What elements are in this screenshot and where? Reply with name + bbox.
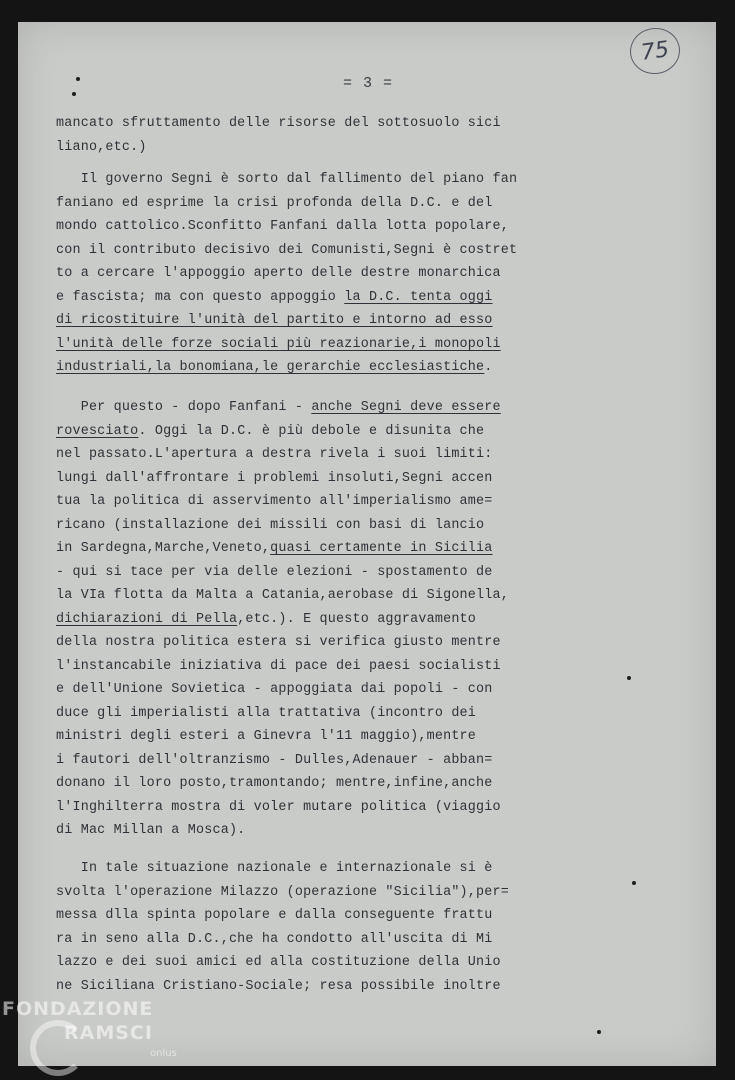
text-line: [56, 490, 509, 514]
text-segment: .: [484, 360, 493, 375]
ink-mark: [597, 1030, 601, 1034]
text-line: [56, 796, 509, 820]
text-line: [56, 584, 509, 608]
underlined-text: quasi certamente in Sicilia: [270, 541, 493, 556]
text-segment: ,etc.). E questo aggravamento: [237, 611, 477, 627]
text-line: [56, 881, 509, 905]
text-segment: duce gli imperialisti alla trattativa (incontro dei: [56, 705, 477, 721]
paragraph-continuation: [56, 112, 501, 159]
text-segment: ricano (installazione dei missili con basi di lancio: [56, 517, 485, 533]
fondazione-gramsci-watermark: [2, 998, 177, 1059]
text-segment: svolta l'operazione Milazzo (operazione "Sicilia"),per=: [56, 884, 509, 900]
text-segment: ministri degli esteri a Ginevra l'11 maggio),mentre: [56, 729, 477, 744]
text-segment: tua la politica di asservimento all'imperialismo ame=: [56, 494, 493, 509]
text-line: [56, 309, 517, 333]
watermark-suffix: onlus: [150, 1048, 177, 1059]
text-segment: nel passato.L'apertura a destra rivela i suoi limiti:: [56, 447, 493, 462]
text-line: [56, 467, 509, 491]
text-segment: la VIa flotta da Malta a Catania,aerobase di Sigonella,: [56, 588, 509, 603]
underlined-text: l'unità delle forze sociali più reazionarie,i monopoli: [56, 336, 501, 352]
underlined-text: dichiarazioni di Pella: [56, 611, 238, 627]
text-line: [56, 702, 509, 726]
text-line: [56, 725, 509, 749]
text-line: [56, 443, 509, 467]
text-line: [56, 262, 517, 286]
underlined-text: di ricostituire l'unità del partito e intorno ad esso: [56, 313, 493, 328]
text-line: [56, 749, 509, 773]
ink-mark: [627, 676, 631, 680]
text-line: [56, 136, 501, 160]
text-line: [56, 286, 517, 310]
text-segment: mancato sfruttamento delle risorse del sottosuolo sici: [56, 116, 501, 131]
text-line: [56, 239, 517, 263]
text-segment: messa dlla spinta popolare e dalla conseguente frattu: [56, 908, 493, 923]
text-segment: lungi dall'affrontare i problemi insoluti,Segni accen: [56, 470, 493, 486]
text-segment: in Sardegna,Marche,Veneto,: [56, 541, 271, 556]
ink-mark: [76, 77, 80, 81]
underlined-text: rovesciato: [56, 423, 139, 439]
text-line: [56, 857, 509, 881]
underlined-text: industriali,la bonomiana,le gerarchie ecclesiastiche: [56, 360, 485, 375]
paragraph-governo-segni: [56, 168, 517, 380]
text-line: [56, 514, 509, 538]
text-line: [56, 951, 509, 975]
text-line: [56, 333, 517, 357]
page-header: = 3 =: [343, 75, 394, 92]
text-segment: della nostra politica estera si verifica giusto mentre: [56, 635, 501, 650]
text-line: [56, 975, 509, 999]
text-line: [56, 608, 509, 632]
text-line: [56, 678, 509, 702]
text-line: [56, 772, 509, 796]
text-segment: In tale situazione nazionale e internazionale si è: [56, 861, 493, 876]
text-segment: e dell'Unione Sovietica - appoggiata dai popoli - con: [56, 682, 493, 697]
text-line: [56, 631, 509, 655]
text-line: [56, 819, 509, 843]
text-line: [56, 168, 517, 192]
watermark-line2: RAMSCI: [64, 1022, 153, 1044]
text-segment: e fascista; ma con questo appoggio: [56, 289, 345, 305]
text-segment: Per questo - dopo Fanfani -: [56, 400, 312, 415]
text-segment: mondo cattolico.Sconfitto Fanfani dalla lotta popolare,: [56, 219, 509, 234]
ink-mark: [632, 881, 636, 885]
text-line: [56, 396, 509, 420]
text-segment: faniano ed esprime la crisi profonda della D.C. e del: [56, 195, 493, 211]
text-segment: liano,etc.): [56, 139, 147, 155]
text-line: [56, 356, 517, 380]
text-line: [56, 192, 517, 216]
text-segment: con il contributo decisivo dei Comunisti,Segni è costret: [56, 242, 518, 258]
text-segment: ne Siciliana Cristiano-Sociale; resa possibile inoltre: [56, 978, 501, 994]
text-line: [56, 655, 509, 679]
text-segment: di Mac Millan a Mosca).: [56, 823, 246, 838]
underlined-text: la D.C. tenta oggi: [344, 289, 493, 305]
underlined-text: anche Segni deve essere: [311, 400, 501, 415]
text-segment: donano il loro posto,tramontando; mentre,infine,anche: [56, 776, 493, 791]
text-line: [56, 537, 509, 561]
text-segment: i fautori dell'oltranzismo - Dulles,Adenauer - abban=: [56, 752, 493, 768]
paragraph-per-questo: [56, 396, 509, 843]
handwritten-page-number: 75: [627, 25, 683, 78]
text-segment: . Oggi la D.C. è più debole e disunita che: [138, 423, 485, 439]
text-line: [56, 215, 517, 239]
text-line: [56, 928, 509, 952]
text-segment: ra in seno alla D.C.,che ha condotto all'uscita di Mi: [56, 931, 493, 947]
text-segment: l'Inghilterra mostra di voler mutare politica (viaggio: [56, 799, 501, 815]
text-line: [56, 561, 509, 585]
text-line: [56, 420, 509, 444]
ink-mark: [72, 92, 76, 96]
watermark-line1: FONDAZIONE: [2, 998, 154, 1020]
text-segment: Il governo Segni è sorto dal fallimento del piano fan: [56, 172, 518, 187]
text-segment: - qui si tace per via delle elezioni - spostamento de: [56, 564, 493, 580]
text-segment: to a cercare l'appoggio aperto delle destre monarchica: [56, 266, 501, 281]
text-segment: l'instancabile iniziativa di pace dei paesi socialisti: [56, 658, 501, 674]
text-segment: lazzo e dei suoi amici ed alla costituzione della Unio: [56, 955, 501, 970]
paragraph-operazione-milazzo: [56, 857, 509, 998]
text-line: [56, 904, 509, 928]
text-line: [56, 112, 501, 136]
